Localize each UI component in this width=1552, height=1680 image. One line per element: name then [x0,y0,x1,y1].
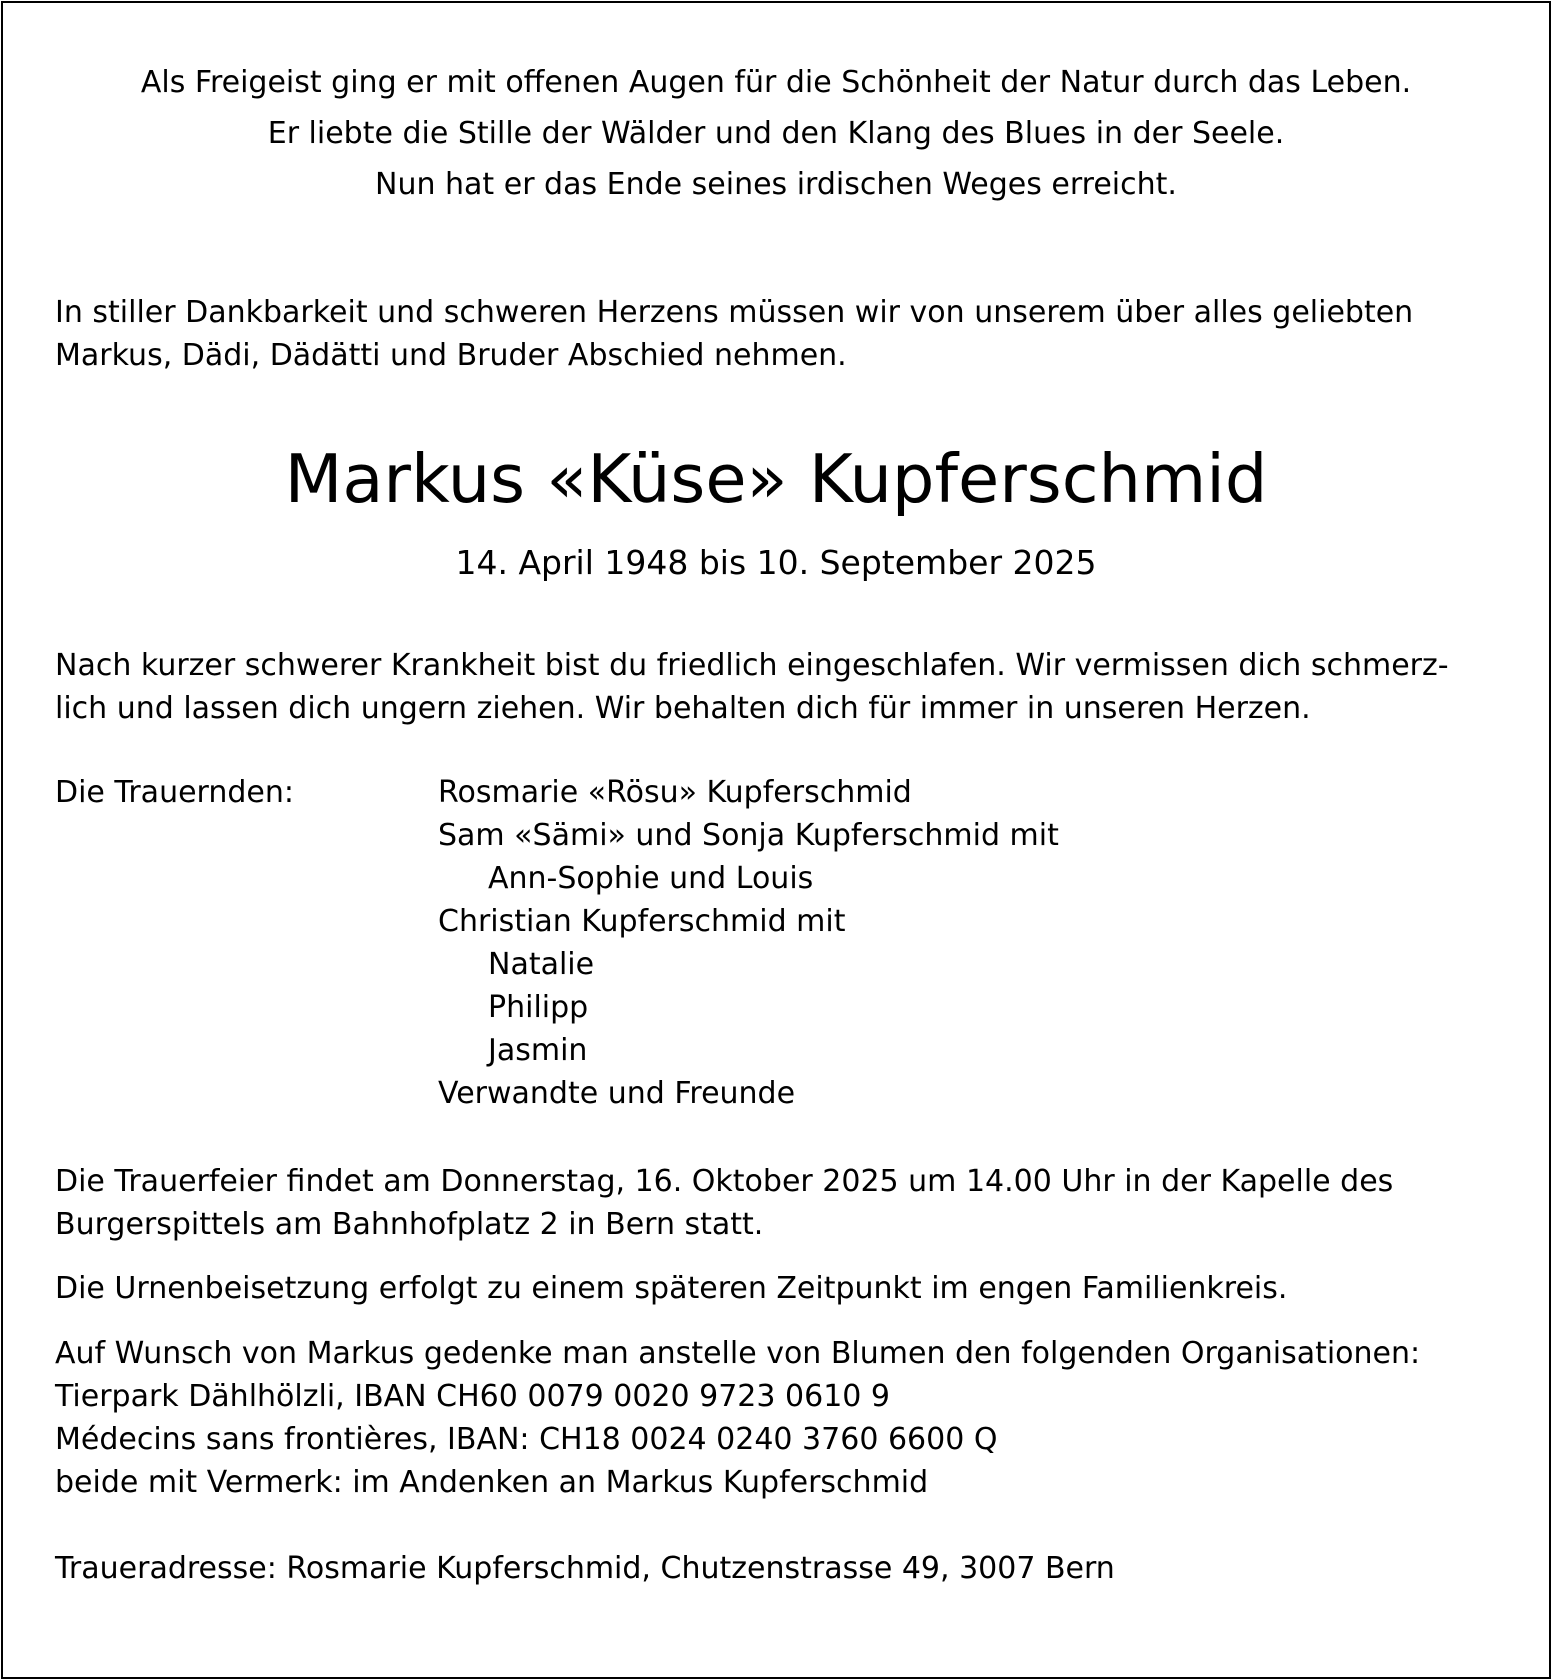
mourners-list [438,771,1059,1115]
burial-paragraph [55,1267,1497,1310]
intro-paragraph [55,291,1497,377]
intro-line: In stiller Dankbarkeit und schweren Herzens müssen wir von unserem über alles geliebten [55,295,1414,330]
ceremony-line: Die Trauerfeier findet am Donnerstag, 16. Oktober 2025 um 14.00 Uhr in der Kapelle des [55,1164,1394,1199]
mourner-subentry: Jasmin [488,1033,588,1068]
obituary-notice [1,1,1551,1679]
mourner-entry: Rosmarie «Rösu» Kupferschmid [438,775,912,810]
mourner-entry: Christian Kupferschmid mit [438,904,846,939]
farewell-line: Nach kurzer schwerer Krankheit bist du friedlich eingeschlafen. Wir vermissen dich schmerz- [55,648,1449,683]
opening-verse [55,57,1497,210]
mourner-subentry: Philipp [488,990,589,1025]
burial-line: Die Urnenbeisetzung erfolgt zu einem späteren Zeitpunkt im engen Familienkreis. [55,1271,1288,1306]
mourning-address [55,1547,1497,1590]
mourner-entry: Sam «Sämi» und Sonja Kupferschmid mit [438,818,1059,853]
donations-line: Tierpark Dählhölzli, IBAN CH60 0079 0020 9723 0610 9 [55,1379,890,1414]
ceremony-paragraph [55,1160,1497,1246]
mourner-subentry: Natalie [488,947,595,982]
verse-line: Er liebte die Stille der Wälder und den Klang des Blues in der Seele. [267,116,1285,151]
farewell-paragraph [55,644,1497,730]
donations-line: Auf Wunsch von Markus gedenke man anstelle von Blumen den folgenden Organisationen: [55,1336,1421,1371]
verse-line: Als Freigeist ging er mit offenen Augen für die Schönheit der Natur durch das Leben. [140,65,1412,100]
farewell-line: lich und lassen dich ungern ziehen. Wir behalten dich für immer in unseren Herzen. [55,691,1311,726]
donations-paragraph [55,1332,1497,1504]
deceased-name: Markus «Küse» Kupferschmid [284,440,1268,518]
donations-line: beide mit Vermerk: im Andenken an Markus Kupferschmid [55,1465,929,1500]
ceremony-line: Burgerspittels am Bahnhofplatz 2 in Bern statt. [55,1207,764,1242]
address-line: Traueradresse: Rosmarie Kupferschmid, Chutzenstrasse 49, 3007 Bern [55,1551,1115,1586]
intro-line: Markus, Dädi, Dädätti und Bruder Abschied nehmen. [55,338,847,373]
verse-line: Nun hat er das Ende seines irdischen Weges erreicht. [375,167,1177,202]
mourners-label: Die Trauernden: [55,775,294,810]
mourner-entry: Verwandte und Freunde [438,1076,796,1111]
life-dates: 14. April 1948 bis 10. September 2025 [455,543,1097,582]
donations-line: Médecins sans frontières, IBAN: CH18 0024 0240 3760 6600 Q [55,1422,998,1457]
mourner-subentry: Ann-Sophie und Louis [488,861,814,896]
